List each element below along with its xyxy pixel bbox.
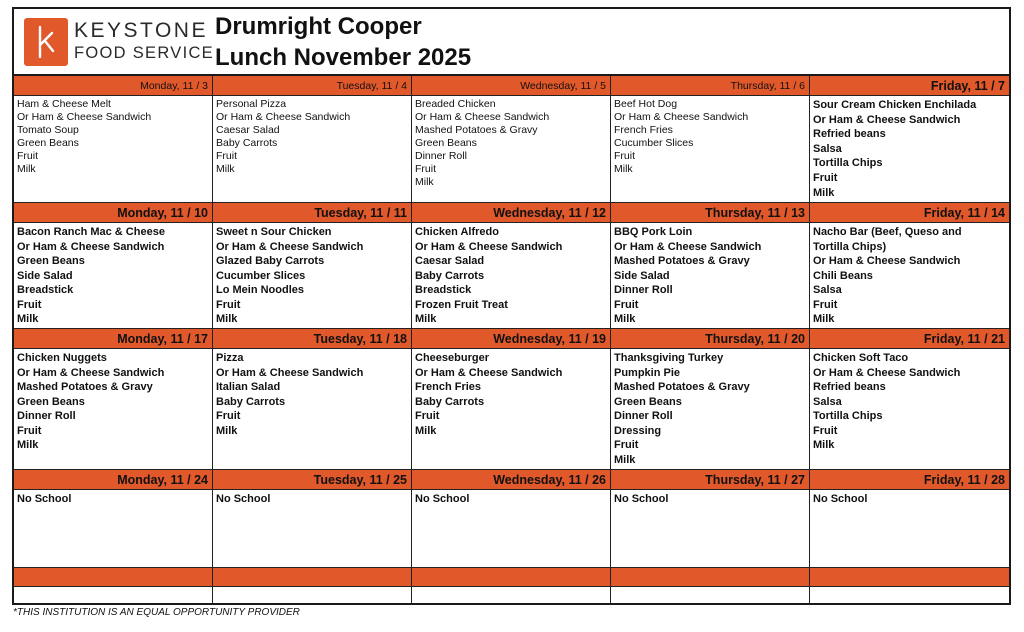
menu-item: Or Ham & Cheese Sandwich bbox=[813, 255, 961, 267]
menu-item: Beef Hot Dog bbox=[614, 98, 678, 110]
menu-item: Milk bbox=[216, 163, 235, 175]
brand-name: KEYSTONE bbox=[74, 19, 208, 42]
day-cell bbox=[810, 76, 1009, 202]
empty-body-cell bbox=[412, 587, 611, 603]
menu-item: Fruit bbox=[17, 424, 42, 437]
menu-item: Milk bbox=[216, 313, 238, 325]
menu-item: Italian Salad bbox=[216, 381, 281, 393]
menu-item: Or Ham & Cheese Sandwich bbox=[216, 111, 351, 123]
menu-item: Breaded Chicken bbox=[415, 98, 496, 110]
menu-item: Bacon Ranch Mac & Cheese bbox=[17, 226, 165, 238]
menu-item: Milk bbox=[216, 424, 238, 437]
day-header: Tuesday, 11 / 18 bbox=[213, 329, 411, 349]
day-header: Monday, 11 / 3 bbox=[14, 76, 212, 96]
menu-item: Pumpkin Pie bbox=[614, 366, 681, 379]
menu-item: Green Beans bbox=[614, 395, 682, 408]
menu-item: Salsa bbox=[813, 142, 842, 155]
week-row bbox=[14, 76, 1009, 203]
day-cell bbox=[14, 203, 213, 328]
menu-item: Side Salad bbox=[17, 269, 73, 282]
day-header: Monday, 11 / 10 bbox=[14, 203, 212, 223]
menu-item: Or Ham & Cheese Sandwich bbox=[17, 240, 165, 253]
day-header: Friday, 11 / 28 bbox=[810, 470, 1009, 490]
menu-items bbox=[412, 96, 610, 189]
day-header: Wednesday, 11 / 12 bbox=[412, 203, 610, 223]
menu-items bbox=[611, 490, 809, 507]
day-cell bbox=[412, 470, 611, 567]
empty-body-cell bbox=[611, 587, 810, 603]
menu-item: Chili Beans bbox=[813, 269, 873, 282]
menu-item: Breadstick bbox=[415, 284, 472, 296]
menu-item: Baby Carrots bbox=[216, 395, 286, 408]
day-header: Tuesday, 11 / 25 bbox=[213, 470, 411, 490]
menu-item: Cucumber Slices bbox=[614, 137, 694, 149]
menu-item: Tortilla Chips bbox=[813, 157, 883, 170]
menu-item: Nacho Bar (Beef, Queso and Tortilla Chips) bbox=[813, 226, 962, 253]
week-row bbox=[14, 470, 1009, 568]
menu-item: Mashed Potatoes & Gravy bbox=[415, 124, 538, 136]
day-header: Wednesday, 11 / 5 bbox=[412, 76, 610, 96]
menu-item: Fruit bbox=[415, 163, 436, 175]
menu-item: Fruit bbox=[415, 410, 440, 422]
menu-items bbox=[213, 490, 411, 507]
menu-item: Or Ham & Cheese Sandwich bbox=[17, 111, 152, 123]
empty-body-cell bbox=[810, 587, 1009, 603]
menu-item: Frozen Fruit Treat bbox=[415, 298, 508, 311]
day-header: Wednesday, 11 / 19 bbox=[412, 329, 610, 349]
menu-items bbox=[412, 490, 610, 507]
menu-frame bbox=[12, 7, 1011, 605]
menu-item: Breadstick bbox=[17, 284, 74, 296]
day-header: Thursday, 11 / 13 bbox=[611, 203, 809, 223]
menu-items bbox=[213, 96, 411, 176]
menu-items bbox=[810, 223, 1009, 327]
menu-item: Or Ham & Cheese Sandwich bbox=[813, 366, 961, 379]
menu-item: Fruit bbox=[614, 150, 635, 162]
menu-item: French Fries bbox=[415, 381, 482, 393]
calendar-grid bbox=[14, 74, 1009, 603]
empty-header-cell bbox=[810, 568, 1009, 586]
menu-item: Caesar Salad bbox=[216, 124, 280, 136]
day-header: Wednesday, 11 / 26 bbox=[412, 470, 610, 490]
menu-item: Fruit bbox=[614, 298, 639, 311]
empty-body-cell bbox=[213, 587, 412, 603]
day-cell bbox=[611, 470, 810, 567]
menu-item: Glazed Baby Carrots bbox=[216, 255, 325, 267]
menu-item: Or Ham & Cheese Sandwich bbox=[614, 111, 749, 123]
menu-item: Fruit bbox=[813, 171, 838, 184]
empty-body-cell bbox=[14, 587, 213, 603]
day-cell bbox=[213, 329, 412, 469]
day-cell bbox=[412, 203, 611, 328]
menu-item: Green Beans bbox=[415, 137, 477, 149]
menu-item: Fruit bbox=[813, 424, 838, 437]
menu-item: Fruit bbox=[614, 439, 639, 451]
equal-opportunity-note: *THIS INSTITUTION IS AN EQUAL OPPORTUNITY PROVIDER bbox=[13, 607, 300, 618]
menu-item: Or Ham & Cheese Sandwich bbox=[17, 366, 165, 379]
menu-item: Side Salad bbox=[614, 269, 670, 282]
menu-item: Or Ham & Cheese Sandwich bbox=[415, 240, 563, 253]
menu-item: No School bbox=[614, 493, 669, 505]
day-cell bbox=[14, 76, 213, 202]
menu-item: Chicken Soft Taco bbox=[813, 352, 909, 364]
keystone-logo-icon bbox=[24, 18, 68, 66]
menu-item: Tortilla Chips bbox=[813, 410, 883, 422]
menu-item: Baby Carrots bbox=[216, 137, 278, 149]
empty-header-cell bbox=[611, 568, 810, 586]
menu-items bbox=[412, 223, 610, 327]
menu-item: Or Ham & Cheese Sandwich bbox=[614, 240, 762, 253]
menu-item: Fruit bbox=[17, 298, 42, 311]
menu-item: Fruit bbox=[17, 150, 38, 162]
menu-item: Green Beans bbox=[17, 255, 85, 267]
menu-item: Milk bbox=[17, 163, 36, 175]
menu-item: Sweet n Sour Chicken bbox=[216, 226, 332, 238]
day-cell bbox=[14, 329, 213, 469]
menu-items bbox=[810, 490, 1009, 507]
menu-item: Or Ham & Cheese Sandwich bbox=[415, 111, 550, 123]
menu-title: Lunch November 2025 bbox=[215, 44, 472, 71]
menu-item: No School bbox=[415, 493, 470, 505]
menu-item: Cheeseburger bbox=[415, 352, 489, 364]
menu-item: Green Beans bbox=[17, 137, 79, 149]
menu-item: Dressing bbox=[614, 424, 662, 437]
day-cell bbox=[412, 329, 611, 469]
day-cell bbox=[611, 203, 810, 328]
menu-item: Milk bbox=[17, 439, 39, 451]
menu-item: Milk bbox=[813, 313, 835, 325]
menu-items bbox=[14, 223, 212, 327]
menu-item: Chicken Alfredo bbox=[415, 226, 499, 238]
menu-item: Fruit bbox=[216, 298, 241, 311]
school-name: Drumright Cooper bbox=[215, 13, 422, 40]
day-cell bbox=[611, 329, 810, 469]
menu-item: Cucumber Slices bbox=[216, 269, 306, 282]
week-row bbox=[14, 329, 1009, 470]
menu-item: Milk bbox=[614, 313, 636, 325]
day-header: Monday, 11 / 24 bbox=[14, 470, 212, 490]
menu-item: Sour Cream Chicken Enchilada bbox=[813, 99, 977, 111]
menu-item: Green Beans bbox=[17, 395, 85, 408]
day-header: Thursday, 11 / 20 bbox=[611, 329, 809, 349]
day-header: Friday, 11 / 21 bbox=[810, 329, 1009, 349]
empty-header-cell bbox=[412, 568, 611, 586]
day-header: Thursday, 11 / 27 bbox=[611, 470, 809, 490]
empty-week-header bbox=[14, 568, 1009, 587]
menu-item: Or Ham & Cheese Sandwich bbox=[415, 366, 563, 379]
menu-item: Mashed Potatoes & Gravy bbox=[614, 255, 750, 267]
menu-item: Chicken Nuggets bbox=[17, 352, 107, 364]
menu-item: Personal Pizza bbox=[216, 98, 287, 110]
menu-items bbox=[810, 96, 1009, 200]
menu-items bbox=[14, 96, 212, 176]
menu-item: Dinner Roll bbox=[614, 410, 673, 422]
menu-item: Milk bbox=[415, 176, 434, 188]
day-cell bbox=[611, 76, 810, 202]
day-cell bbox=[810, 470, 1009, 567]
menu-item: Pizza bbox=[216, 352, 244, 364]
menu-item: No School bbox=[813, 493, 868, 505]
menu-items bbox=[611, 96, 809, 176]
menu-item: Or Ham & Cheese Sandwich bbox=[216, 240, 364, 253]
menu-item: Milk bbox=[813, 186, 835, 199]
day-header: Monday, 11 / 17 bbox=[14, 329, 212, 349]
day-header: Friday, 11 / 14 bbox=[810, 203, 1009, 223]
menu-item: Fruit bbox=[813, 298, 838, 311]
menu-item: Mashed Potatoes & Gravy bbox=[17, 381, 153, 393]
day-cell bbox=[213, 76, 412, 202]
menu-item: Fruit bbox=[216, 410, 241, 422]
menu-item: Salsa bbox=[813, 284, 842, 296]
menu-item: Milk bbox=[614, 453, 636, 466]
menu-item: Dinner Roll bbox=[415, 150, 467, 162]
menu-item: No School bbox=[17, 493, 72, 505]
menu-items bbox=[14, 349, 212, 453]
menu-items bbox=[611, 349, 809, 467]
day-header: Tuesday, 11 / 4 bbox=[213, 76, 411, 96]
menu-item: Lo Mein Noodles bbox=[216, 284, 304, 296]
menu-item: Milk bbox=[813, 439, 835, 451]
menu-item: Refried beans bbox=[813, 128, 886, 141]
day-cell bbox=[213, 203, 412, 328]
menu-item: Baby Carrots bbox=[415, 395, 485, 408]
day-cell bbox=[810, 203, 1009, 328]
menu-items bbox=[213, 349, 411, 438]
menu-item: Or Ham & Cheese Sandwich bbox=[813, 113, 961, 126]
menu-items bbox=[213, 223, 411, 327]
menu-items bbox=[810, 349, 1009, 453]
menu-item: Ham & Cheese Melt bbox=[17, 98, 111, 110]
menu-item: Caesar Salad bbox=[415, 255, 485, 267]
menu-item: Salsa bbox=[813, 395, 842, 408]
week-row bbox=[14, 203, 1009, 329]
day-cell bbox=[412, 76, 611, 202]
menu-items bbox=[412, 349, 610, 438]
menu-item: Refried beans bbox=[813, 381, 886, 393]
day-header: Friday, 11 / 7 bbox=[810, 76, 1009, 96]
menu-item: French Fries bbox=[614, 124, 673, 136]
empty-header-cell bbox=[14, 568, 213, 586]
menu-item: Dinner Roll bbox=[614, 284, 673, 296]
brand-subtitle: FOOD SERVICE bbox=[74, 44, 214, 62]
day-cell bbox=[810, 329, 1009, 469]
day-cell bbox=[213, 470, 412, 567]
menu-item: Thanksgiving Turkey bbox=[614, 352, 724, 364]
menu-item: Baby Carrots bbox=[415, 269, 485, 282]
menu-items bbox=[14, 490, 212, 507]
menu-item: Milk bbox=[17, 313, 39, 325]
empty-header-cell bbox=[213, 568, 412, 586]
empty-week-body bbox=[14, 587, 1009, 603]
menu-item: BBQ Pork Loin bbox=[614, 226, 693, 238]
menu-items bbox=[611, 223, 809, 327]
menu-item: Milk bbox=[614, 163, 633, 175]
menu-item: Milk bbox=[415, 424, 437, 437]
menu-item: Milk bbox=[415, 313, 437, 325]
day-header: Thursday, 11 / 6 bbox=[611, 76, 809, 96]
menu-header bbox=[14, 9, 1009, 74]
menu-item: Or Ham & Cheese Sandwich bbox=[216, 366, 364, 379]
day-cell bbox=[14, 470, 213, 567]
menu-item: Tomato Soup bbox=[17, 124, 79, 136]
menu-item: Mashed Potatoes & Gravy bbox=[614, 381, 750, 393]
menu-item: No School bbox=[216, 493, 271, 505]
menu-item: Dinner Roll bbox=[17, 410, 76, 422]
menu-item: Fruit bbox=[216, 150, 237, 162]
day-header: Tuesday, 11 / 11 bbox=[213, 203, 411, 223]
